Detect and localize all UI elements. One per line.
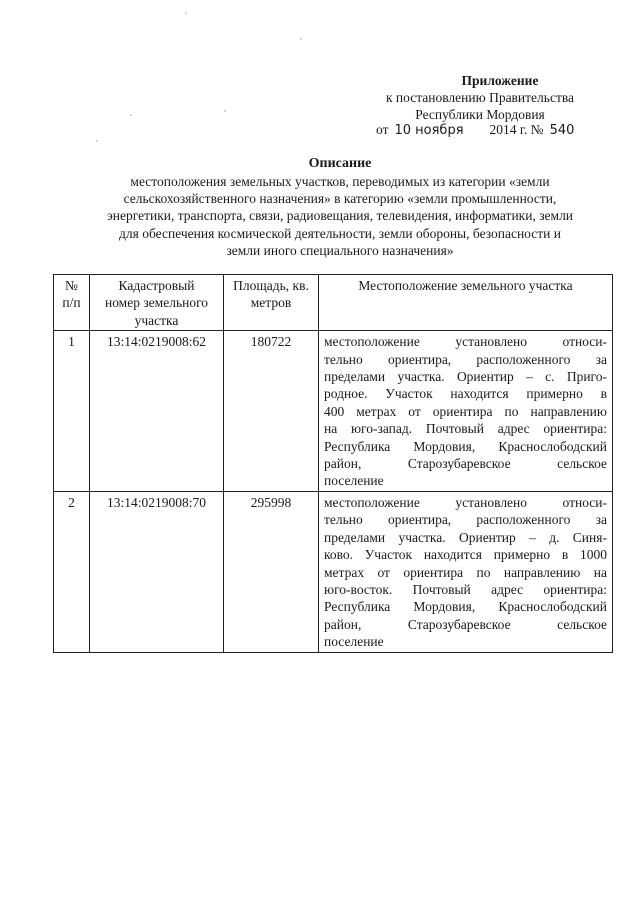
- appendix-header: [360, 72, 600, 123]
- description-title: Описание: [308, 156, 372, 171]
- cell-num: 2: [54, 491, 90, 652]
- description-line: местоположения земельных участков, переводимых из категории «земли: [130, 174, 550, 189]
- location-line: родное. Участок находится примерно в: [324, 386, 607, 402]
- description-body: [66, 173, 614, 259]
- table-header-row: [54, 275, 613, 331]
- location-line: пределами участка. Ориентир – д. Синя-: [324, 529, 607, 545]
- scan-speck: [96, 140, 98, 142]
- location-line: местоположение установлено относи-: [324, 494, 607, 510]
- date-prefix: от: [376, 122, 389, 137]
- scan-speck: [300, 38, 302, 40]
- description-line: энергетики, транспорта, связи, радиовещания, телевидения, информатики, земли: [106, 208, 574, 224]
- location-line: 400 метрах от ориентира по направлению: [324, 403, 607, 419]
- cell-location: [319, 331, 613, 492]
- location-line: метрах от ориентира по направлению на: [324, 564, 607, 580]
- description-line: сельскохозяйственного назначения» в категорию «земли промышленности,: [123, 191, 557, 207]
- appendix-title: Приложение: [461, 73, 539, 88]
- location-line: район, Старозубаревское сельское: [324, 616, 607, 632]
- location-line: тельно ориентира, расположенного за: [324, 351, 607, 367]
- location-line: юго-восток. Почтовый адрес ориентира:: [324, 581, 607, 597]
- header-cadastral: Кадастровый номер земельного участка: [90, 275, 224, 331]
- location-line: район, Старозубаревское сельское: [324, 456, 607, 472]
- location-line: тельно ориентира, расположенного за: [324, 512, 607, 528]
- cell-cadastral: 13:14:0219008:70: [90, 491, 224, 652]
- location-line: поселение: [324, 634, 384, 650]
- appendix-line-2: Республики Мордовия: [415, 107, 545, 122]
- header-num: № п/п: [54, 275, 90, 331]
- scan-speck: [224, 110, 226, 112]
- table-row: [54, 491, 613, 652]
- cell-area: 180722: [224, 331, 319, 492]
- scan-speck: [185, 12, 187, 14]
- cell-cadastral: 13:14:0219008:62: [90, 331, 224, 492]
- location-line: ково. Участок находится примерно в 1000: [324, 547, 607, 563]
- appendix-line-1: к постановлению Правительства: [385, 90, 575, 105]
- cell-location: [319, 491, 613, 652]
- resolution-date-line: [376, 122, 574, 138]
- table-row: [54, 331, 613, 492]
- location-line: местоположение установлено относи-: [324, 334, 607, 350]
- scan-speck: [130, 114, 132, 116]
- header-location: Местоположение земельного участка: [319, 275, 613, 331]
- location-line: поселение: [324, 473, 384, 489]
- description-line: земли иного специального назначения»: [226, 242, 454, 258]
- date-year: 2014 г. №: [489, 122, 544, 137]
- location-line: Республика Мордовия, Краснослободский: [324, 438, 607, 454]
- resolution-number: 540: [549, 123, 575, 138]
- header-area: Площадь, кв. метров: [224, 275, 319, 331]
- cell-num: 1: [54, 331, 90, 492]
- description-line: для обеспечения космической деятельности, земли обороны, безопасности и: [119, 225, 561, 241]
- location-line: на юго-запад. Почтовый адрес ориентира:: [324, 421, 607, 437]
- date-day-month: 10 ноября: [394, 123, 464, 138]
- cell-area: 295998: [224, 491, 319, 652]
- land-plots-table: [53, 274, 613, 653]
- location-line: пределами участка. Ориентир – с. Приго-: [324, 369, 607, 385]
- location-line: Республика Мордовия, Краснослободский: [324, 599, 607, 615]
